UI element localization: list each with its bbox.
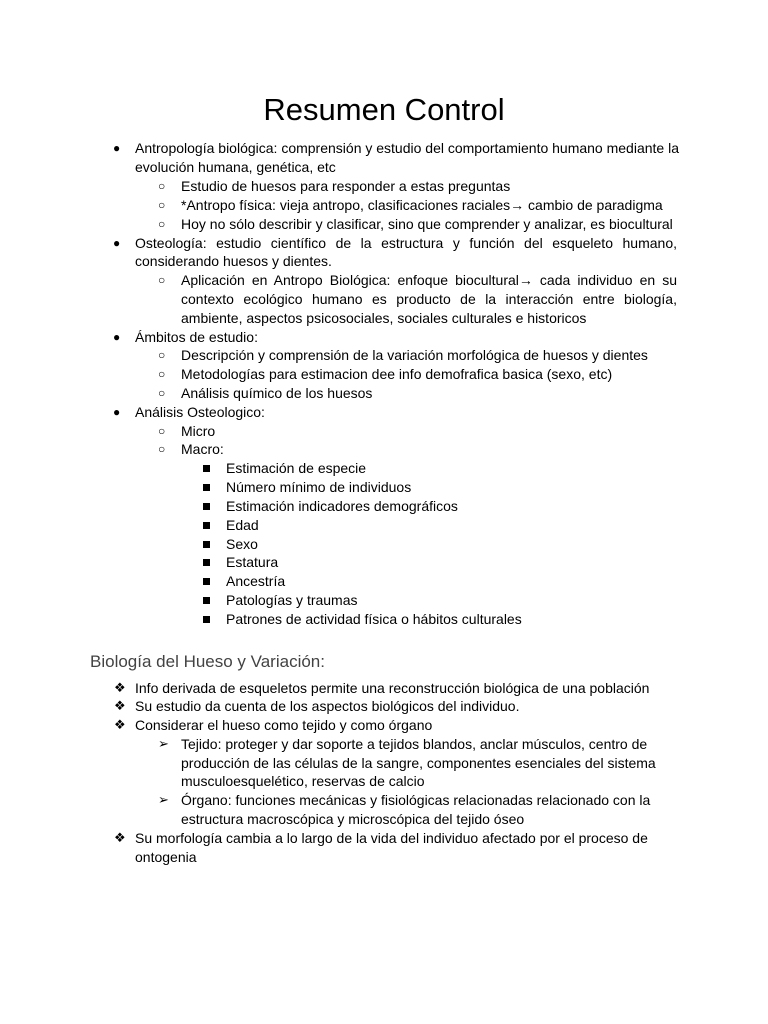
macro-list-item: Edad <box>226 517 259 533</box>
sub-list-item-line: musculoesquelético, reservas de calcio <box>181 773 425 789</box>
circle-bullet-icon: ○ <box>158 217 166 231</box>
sub-list-item: *Antropo física: vieja antropo, clasificaciones raciales→ cambio de paradigma <box>181 197 663 213</box>
bullet-icon: ● <box>113 141 121 155</box>
list-item-line: evolución humana, genética, etc <box>135 159 336 175</box>
list-item-line: Ámbitos de estudio: <box>135 329 258 345</box>
sub-list-item: Hoy no sólo describir y clasificar, sino que comprender y analizar, es biocultural <box>181 216 673 232</box>
sub-list-item-line: producción de las células de la sangre, componentes esenciales del sistema <box>181 755 656 771</box>
sub-list-item-line: Órgano: funciones mecánicas y fisiológicas relacionadas relacionado con la <box>181 792 651 808</box>
circle-bullet-icon: ○ <box>158 273 166 287</box>
bullet-icon: ● <box>113 236 121 250</box>
macro-list-item: Estimación de especie <box>226 460 367 476</box>
sub-list-item-line: contexto ecológico humano es producto de la interacción entre biología, <box>181 291 677 307</box>
diamond-bullet-icon: ❖ <box>114 698 126 713</box>
list-item: Su estudio da cuenta de los aspectos biológicos del individuo. <box>135 698 520 714</box>
macro-list-item: Estatura <box>226 554 279 570</box>
circle-bullet-icon: ○ <box>158 348 166 362</box>
list-item: Info derivada de esqueletos permite una reconstrucción biológica de una población <box>135 680 650 696</box>
circle-bullet-icon: ○ <box>158 442 166 456</box>
sub-list-item-line: Aplicación en Antropo Biológica: enfoque biocultural→ cada individuo en su <box>181 272 677 288</box>
circle-bullet-icon: ○ <box>158 198 166 212</box>
sub-list-item: Micro <box>181 423 216 439</box>
list-item-line: ontogenia <box>135 849 197 865</box>
square-bullet-icon <box>203 541 210 548</box>
list-item-line: Análisis Osteologico: <box>135 404 265 420</box>
arrow-bullet-icon: ➢ <box>158 792 169 807</box>
list-item-line: Antropología biológica: comprensión y estudio del comportamiento humano mediante la <box>135 140 679 156</box>
macro-list-item: Patrones de actividad física o hábitos culturales <box>226 611 522 627</box>
list-item-line: considerando huesos y dientes. <box>135 253 332 269</box>
square-bullet-icon <box>203 484 210 491</box>
bullet-icon: ● <box>113 405 121 419</box>
circle-bullet-icon: ○ <box>158 367 166 381</box>
arrow-bullet-icon: ➢ <box>158 736 169 751</box>
macro-list-item: Ancestría <box>226 573 286 589</box>
square-bullet-icon <box>203 597 210 604</box>
macro-list-item: Número mínimo de individuos <box>226 479 412 495</box>
square-bullet-icon <box>203 465 210 472</box>
circle-bullet-icon: ○ <box>158 424 166 438</box>
macro-list-item: Sexo <box>226 536 258 552</box>
sub-list-item-line: estructura macroscópica y microscópica del tejido óseo <box>181 811 525 827</box>
sub-list-item-line: Tejido: proteger y dar soporte a tejidos blandos, anclar músculos, centro de <box>181 736 648 752</box>
sub-list-item: Análisis químico de los huesos <box>181 385 373 401</box>
sub-list-item: Estudio de huesos para responder a estas preguntas <box>181 178 511 194</box>
list-item-line: Su morfología cambia a lo largo de la vida del individuo afectado por el proceso de <box>135 830 648 846</box>
square-bullet-icon <box>203 503 210 510</box>
macro-list-item: Estimación indicadores demográficos <box>226 498 458 514</box>
page-title: Resumen Control <box>263 92 505 127</box>
macro-list-item: Patologías y traumas <box>226 592 358 608</box>
diamond-bullet-icon: ❖ <box>114 717 126 732</box>
square-bullet-icon <box>203 578 210 585</box>
diamond-bullet-icon: ❖ <box>114 830 126 845</box>
square-bullet-icon <box>203 559 210 566</box>
bullet-icon: ● <box>113 330 121 344</box>
list-item: Considerar el hueso como tejido y como órgano <box>135 717 433 733</box>
square-bullet-icon <box>203 522 210 529</box>
square-bullet-icon <box>203 616 210 623</box>
list-item-line: Osteología: estudio científico de la estructura y función del esqueleto humano, <box>135 235 677 251</box>
diamond-bullet-icon: ❖ <box>114 680 126 695</box>
circle-bullet-icon: ○ <box>158 386 166 400</box>
section-heading: Biología del Hueso y Variación: <box>90 652 325 671</box>
sub-list-item: Metodologías para estimacion dee info demofrafica basica (sexo, etc) <box>181 366 613 382</box>
circle-bullet-icon: ○ <box>158 179 166 193</box>
sub-list-item: Descripción y comprensión de la variación morfológica de huesos y dientes <box>181 347 648 363</box>
sub-list-item: Macro: <box>181 441 224 457</box>
sub-list-item-line: ambiente, aspectos psicosociales, sociales culturales e historicos <box>181 310 587 326</box>
